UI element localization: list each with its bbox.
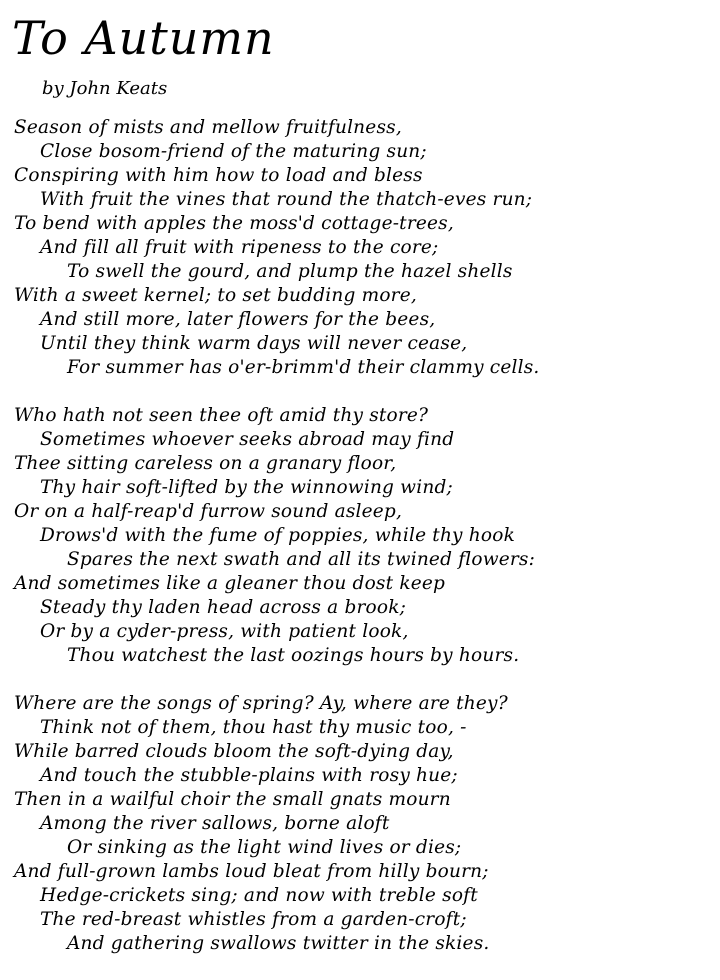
poem-line: And touch the stubble-plains with rosy hue; bbox=[40, 765, 458, 786]
poem-line: And full-grown lambs loud bleat from hilly bourn; bbox=[14, 861, 489, 882]
poem-line: Or sinking as the light wind lives or dies; bbox=[67, 837, 462, 858]
poem-line: Think not of them, thou hast thy music too, - bbox=[40, 717, 467, 738]
poem-line: And gathering swallows twitter in the skies. bbox=[67, 933, 490, 954]
poem-line: To swell the gourd, and plump the hazel shells bbox=[67, 261, 513, 282]
poem-line: While barred clouds bloom the soft-dying day, bbox=[14, 741, 454, 762]
poem-line: To bend with apples the moss'd cottage-trees, bbox=[14, 213, 454, 234]
poem-line: Or by a cyder-press, with patient look, bbox=[40, 621, 409, 642]
stanza-2 bbox=[14, 404, 714, 668]
poem-title: To Autumn bbox=[12, 11, 275, 65]
poem-line: For summer has o'er-brimm'd their clammy cells. bbox=[67, 357, 540, 378]
poem-line: Until they think warm days will never cease, bbox=[40, 333, 468, 354]
poem-line: Thee sitting careless on a granary floor, bbox=[14, 453, 397, 474]
poem-line: With a sweet kernel; to set budding more, bbox=[14, 285, 417, 306]
poem-line: Thy hair soft-lifted by the winnowing wind; bbox=[40, 477, 453, 498]
poem-line: Or on a half-reap'd furrow sound asleep, bbox=[14, 501, 403, 522]
poem-line: And fill all fruit with ripeness to the core; bbox=[40, 237, 439, 258]
poem-byline: by John Keats bbox=[42, 78, 168, 99]
poem-line: Sometimes whoever seeks abroad may find bbox=[40, 429, 455, 450]
poem-line: Season of mists and mellow fruitfulness, bbox=[14, 117, 402, 138]
poem-line: Spares the next swath and all its twined flowers: bbox=[67, 549, 536, 570]
poem-line: And still more, later flowers for the bees, bbox=[40, 309, 436, 330]
poem-line: With fruit the vines that round the thatch-eves run; bbox=[40, 189, 533, 210]
poem-line: Where are the songs of spring? Ay, where are they? bbox=[14, 693, 508, 714]
poem-line: Then in a wailful choir the small gnats mourn bbox=[14, 789, 451, 810]
poem-line: Among the river sallows, borne aloft bbox=[40, 813, 390, 834]
poem-line: The red-breast whistles from a garden-croft; bbox=[40, 909, 467, 930]
poem-line: Conspiring with him how to load and bless bbox=[14, 165, 423, 186]
poem-line: And sometimes like a gleaner thou dost keep bbox=[14, 573, 446, 594]
poem-line: Hedge-crickets sing; and now with treble soft bbox=[40, 885, 478, 906]
poem-line: Steady thy laden head across a brook; bbox=[40, 597, 407, 618]
stanza-1 bbox=[14, 116, 714, 380]
poem-line: Who hath not seen thee oft amid thy store? bbox=[14, 405, 429, 426]
poem-line: Thou watchest the last oozings hours by hours. bbox=[67, 645, 520, 666]
poem-body bbox=[14, 116, 714, 980]
stanza-3 bbox=[14, 692, 714, 956]
poem-line: Drows'd with the fume of poppies, while thy hook bbox=[40, 525, 515, 546]
poem-line: Close bosom-friend of the maturing sun; bbox=[40, 141, 427, 162]
